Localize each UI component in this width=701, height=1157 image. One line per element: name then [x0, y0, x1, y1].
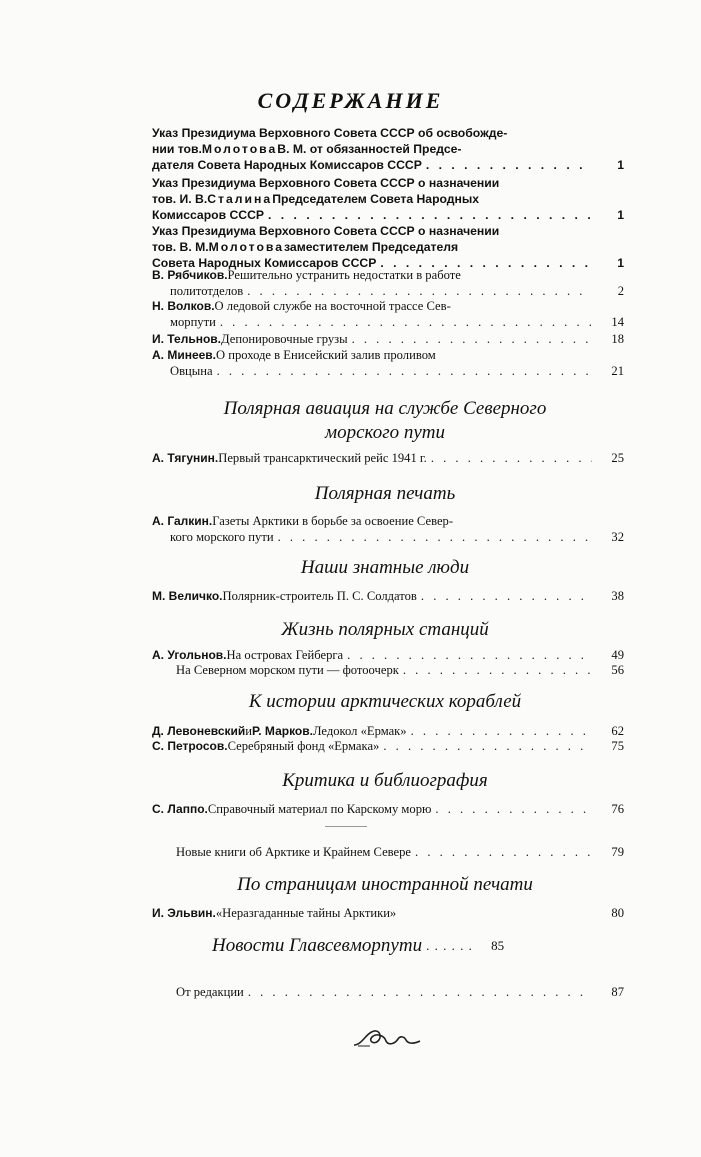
toc-line	[152, 364, 624, 380]
toc-text: Депонировочные грузы	[221, 332, 348, 346]
toc-text: Председателем Совета Народных	[272, 191, 480, 206]
leader-dots	[415, 845, 592, 861]
toc-entry[interactable]	[152, 514, 624, 546]
toc-author: Р. Марков.	[252, 724, 313, 738]
toc-text: политотделов	[170, 283, 244, 298]
leader-dots	[435, 802, 592, 818]
toc-line	[176, 985, 624, 1001]
section-heading: Наши знатные люди	[300, 557, 470, 578]
divider	[325, 826, 367, 827]
toc-entry[interactable]	[152, 268, 624, 300]
toc-entry[interactable]	[152, 451, 624, 467]
toc-text: Полярник-строитель П. С. Солдатов	[222, 589, 417, 603]
toc-line	[152, 332, 624, 348]
toc-text: и	[245, 724, 253, 738]
toc-text: Первый трансарктический рейс 1941 г.	[218, 451, 427, 465]
toc-author: Н. Волков.	[152, 299, 215, 313]
page-number: 62	[611, 724, 624, 738]
leader-dots	[403, 663, 592, 679]
toc-text: Газеты Арктики в борьбе за освоение Север-	[212, 514, 454, 528]
toc-line	[152, 268, 624, 284]
page-number: 1	[617, 255, 624, 270]
leader-dots	[421, 589, 592, 605]
toc-line	[152, 315, 624, 331]
toc-entry[interactable]	[152, 724, 624, 740]
section-heading-line: морского пути	[324, 422, 446, 443]
toc-line	[152, 299, 624, 315]
toc-line	[152, 240, 624, 256]
toc-line	[152, 906, 624, 922]
page-number: 80	[611, 906, 624, 920]
toc-entry[interactable]	[152, 802, 624, 818]
toc-author: А. Галкин.	[152, 514, 213, 528]
toc-author: С. Лаппо.	[152, 802, 208, 816]
toc-text: Серебряный фонд «Ермака»	[227, 739, 380, 753]
page-number: 38	[611, 589, 624, 603]
toc-line	[152, 126, 624, 142]
toc-author: М. Величко.	[152, 589, 223, 603]
leader-dots	[248, 985, 592, 1001]
toc-line	[152, 348, 624, 364]
toc-line	[212, 934, 624, 958]
toc-line	[152, 802, 624, 818]
toc-line	[152, 176, 624, 192]
toc-line	[176, 663, 624, 679]
leader-dots	[426, 934, 472, 958]
toc-text: О проходе в Енисейский залив проливом	[216, 348, 436, 362]
leader-dots	[347, 648, 592, 664]
page-number: 14	[611, 314, 624, 329]
leader-dots	[431, 451, 592, 467]
toc-line	[152, 192, 624, 208]
toc-entry[interactable]	[152, 348, 624, 380]
toc-text: Новые книги об Арктике и Крайнем Севере	[176, 845, 412, 859]
leader-dots	[411, 724, 592, 740]
toc-text: Указ Президиума Верховного Совета СССР о назначении	[152, 224, 500, 238]
toc-text: Овцына	[170, 363, 213, 378]
section-heading: По страницам иностранной печати	[237, 874, 533, 895]
page-number: 75	[611, 739, 624, 753]
ornament-flourish-icon	[350, 1025, 430, 1051]
toc-text: На Северном морском пути — фотоочерк	[176, 663, 399, 677]
toc-entry[interactable]	[176, 845, 624, 861]
leader-dots	[278, 530, 592, 546]
toc-line	[152, 284, 624, 300]
toc-text: Указ Президиума Верховного Совета СССР об освобожде-	[152, 126, 508, 140]
toc-author: В. Рябчиков.	[152, 268, 228, 282]
toc-entry[interactable]	[176, 663, 624, 679]
toc-text: В. М. от обязанностей Предсе-	[277, 141, 462, 156]
page-number: 1	[617, 207, 624, 222]
toc-entry[interactable]	[212, 934, 624, 958]
toc-text: Справочный материал по Карскому морю	[207, 802, 432, 816]
toc-line	[152, 530, 624, 546]
toc-person: Молотова	[208, 239, 285, 254]
toc-line	[152, 514, 624, 530]
toc-author: А. Угольнов.	[152, 648, 227, 662]
toc-entry[interactable]	[152, 332, 624, 348]
toc-text: От редакции	[176, 985, 244, 999]
toc-text: нии тов.	[152, 141, 202, 156]
toc-line	[152, 648, 624, 664]
toc-line	[152, 224, 624, 240]
page-number: 49	[611, 648, 624, 662]
toc-text: морпути	[170, 314, 216, 329]
toc-line	[152, 724, 624, 740]
section-heading: К истории арктических кораблей	[248, 691, 522, 712]
toc-person: Сталина	[207, 191, 273, 206]
toc-person: Молотова	[201, 141, 278, 156]
toc-text: На островах Гейберга	[226, 648, 344, 662]
toc-author: А. Тягунин.	[152, 451, 219, 465]
leader-dots	[220, 315, 592, 331]
toc-text: Совета Народных Комиссаров СССР	[152, 255, 377, 270]
toc-entry[interactable]	[176, 985, 624, 1001]
toc-entry[interactable]	[152, 176, 624, 223]
toc-text: дателя Совета Народных Комиссаров СССР	[152, 157, 422, 172]
toc-text: Решительно устранить недостатки в работе	[227, 268, 461, 282]
toc-entry[interactable]	[152, 739, 624, 755]
page-number: 79	[611, 845, 624, 859]
toc-text: заместителем Председателя	[284, 239, 459, 254]
leader-dots	[247, 284, 592, 300]
toc-text: Ледокол «Ермак»	[312, 724, 407, 738]
leader-dots	[426, 158, 592, 174]
toc-author: Д. Левоневский	[152, 724, 246, 738]
page-number: 1	[617, 157, 624, 172]
toc-line	[152, 589, 624, 605]
leader-dots	[268, 208, 592, 224]
toc-text: «Неразгаданные тайны Арктики»	[215, 906, 397, 920]
toc-line	[152, 739, 624, 755]
toc-entry[interactable]	[152, 906, 624, 922]
toc-line	[176, 845, 624, 861]
section-heading	[140, 397, 630, 445]
toc-text: тов. И. В.	[152, 191, 208, 206]
section-heading: Жизнь полярных станций	[281, 619, 489, 640]
page-number: 18	[611, 332, 624, 346]
page-number: 76	[611, 802, 624, 816]
toc-author: А. Минеев.	[152, 348, 217, 362]
page-number: 2	[617, 283, 624, 298]
leader-dots	[217, 364, 592, 380]
toc-author: И. Тельнов.	[152, 332, 221, 346]
toc-entry[interactable]	[152, 299, 624, 331]
toc-entry[interactable]	[152, 224, 624, 271]
page-number: 56	[611, 663, 624, 677]
section-heading: Полярная печать	[314, 483, 456, 504]
toc-text: О ледовой службе на восточной трассе Сев-	[214, 299, 451, 313]
leader-dots	[383, 739, 592, 755]
leader-dots	[352, 332, 592, 348]
toc-line	[152, 158, 624, 174]
toc-text: Комиссаров СССР	[152, 207, 265, 222]
page-number: 25	[611, 451, 624, 465]
toc-text: кого морского пути	[170, 529, 274, 544]
page-number: 21	[611, 363, 624, 378]
toc-entry[interactable]	[152, 126, 624, 173]
toc-entry[interactable]	[152, 589, 624, 605]
page-number: 85	[491, 938, 505, 953]
toc-line	[152, 208, 624, 224]
page-number: 32	[611, 529, 624, 544]
toc-text: Указ Президиума Верховного Совета СССР о назначении	[152, 176, 500, 190]
toc-line	[152, 451, 624, 467]
toc-entry[interactable]	[152, 648, 624, 664]
page-title: СОДЕРЖАНИЕ	[257, 88, 444, 113]
section-heading: Критика и библиография	[282, 770, 488, 791]
toc-author: С. Петросов.	[152, 739, 228, 753]
toc-author: И. Эльвин.	[152, 906, 216, 920]
toc-text: Новости Главсевморпути	[212, 935, 423, 956]
page-number: 87	[611, 985, 624, 999]
section-heading-line: Полярная авиация на службе Северного	[223, 398, 547, 419]
toc-line	[152, 142, 624, 158]
toc-text: тов. В. М.	[152, 239, 209, 254]
